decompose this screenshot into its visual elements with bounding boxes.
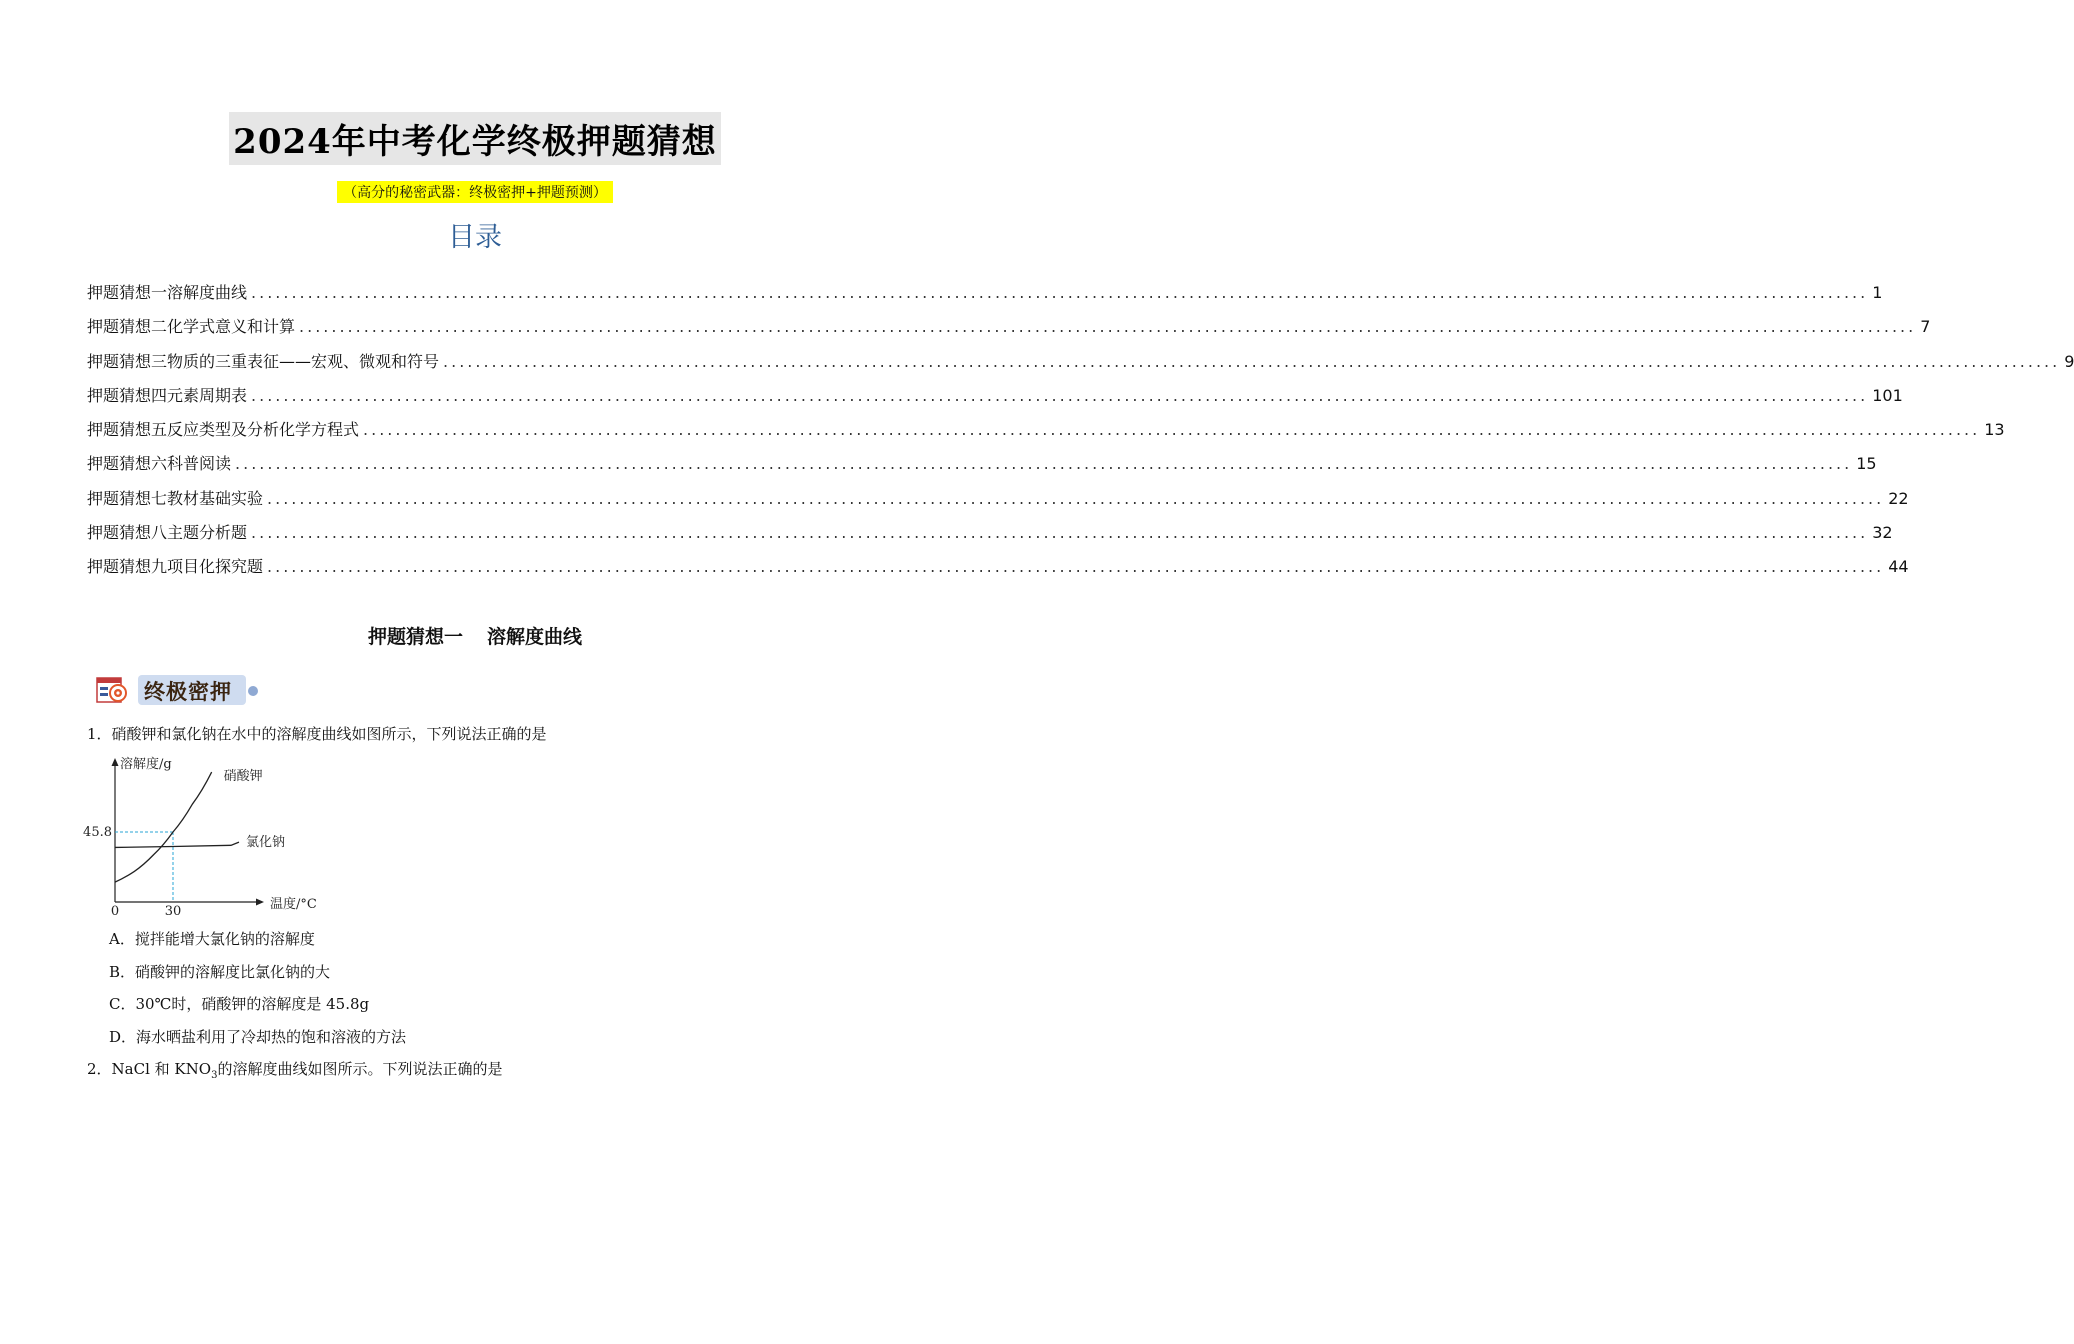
toc-entry-title: 反应类型及分析化学方程式 [167,420,360,440]
toc-heading: 目录 [448,222,502,253]
toc-entry[interactable] [87,280,1883,314]
toc-entry-number: 押题猜想五 [87,420,168,440]
toc-entry-title: 化学式意义和计算 [167,317,296,337]
toc-entry-page: 13 [1984,420,2005,440]
toc-entry-number: 押题猜想一 [87,283,168,302]
toc-entry-title: 科普阅读 [167,454,232,474]
question-1-option-b: B．硝酸钾的溶解度比氯化钠的大 [109,963,331,981]
toc-leader-dots: ........................................................................................................................................................................................................ [267,488,1885,508]
toc-entry-page: 15 [1856,454,1877,474]
toc-entry-number: 押题猜想四 [87,385,168,405]
question-1-option-c: C．30℃时，硝酸钾的溶解度是 45.8g [109,995,370,1013]
toc-entry-title: 教材基础实验 [167,488,264,508]
toc-entry-title: 项目化探究题 [167,557,264,577]
series-label-kno3: 硝酸钾 [223,769,263,785]
y-tick-label: 45.8 [83,825,112,840]
toc-entry-page: 9 [2064,351,2074,371]
y-axis-label: 溶解度/g [120,757,172,772]
question-1-option-a: A．搅拌能增大氯化钠的溶解度 [109,930,315,948]
toc-entry-title: 溶解度曲线 [167,283,248,302]
toc-entry-page: 22 [1888,488,1909,508]
section-title: 押题猜想一 溶解度曲线 [367,626,583,648]
toc-entry-title: 主题分析题 [167,523,248,543]
x-axis-arrow [256,899,264,906]
banner-dot [248,686,258,696]
toc-leader-dots: ........................................................................................................................................................................................................ [267,557,1885,577]
toc-entry-number: 押题猜想三 [87,351,168,371]
banner-label: 终极密押 [144,679,232,704]
toc-entry[interactable] [87,520,1893,554]
toc-leader-dots: ........................................................................................................................................................................................................ [299,317,1917,337]
toc-entry-number: 押题猜想六 [87,454,168,474]
series-label-nacl: 氯化钠 [246,835,286,851]
x-tick-label: 0 [110,904,120,919]
toc-entry[interactable] [87,451,1877,485]
toc-leader-dots: ........................................................................................................................................................................................................ [251,523,1869,543]
toc-entry-number: 押题猜想七 [87,488,168,508]
target-book-icon [96,674,132,706]
table-of-contents [87,280,2074,589]
toc-entry-page: 101 [1872,385,1903,405]
solubility-chart [84,750,344,922]
toc-entry-number: 押题猜想八 [87,523,168,543]
toc-entry-title: 元素周期表 [167,385,248,405]
toc-entry-page: 7 [1920,317,1931,337]
question-2-stem: 2．NaCl 和 $KNO_3$的溶解度曲线如图所示。下列说法正确的是 [87,1060,503,1081]
toc-entry[interactable] [87,417,2005,451]
toc-entry[interactable] [87,554,1909,588]
question-1-option-d: D．海水晒盐利用了冷却热的饱和溶液的方法 [109,1028,407,1046]
x-axis-label: 温度/°C [270,897,317,912]
document-title: 2024年中考化学终极押题猜想 [0,112,950,165]
series-line-nacl [115,842,239,847]
toc-entry[interactable] [87,349,2074,383]
toc-leader-dots: ........................................................................................................................................................................................................ [251,283,1869,302]
toc-entry-page: 1 [1872,283,1883,302]
series-line-kno3 [115,772,212,882]
question-1-stem: 1．硝酸钾和氯化钠在水中的溶解度曲线如图所示，下列说法正确的是 [87,725,547,743]
toc-entry-number: 押题猜想九 [87,557,168,577]
toc-entry-page: 32 [1872,523,1893,543]
toc-leader-dots: ........................................................................................................................................................................................................ [251,385,1869,405]
toc-leader-dots: ........................................................................................................................................................................................................ [443,351,2061,371]
toc-entry-title: 物质的三重表征——宏观、微观和符号 [167,351,440,371]
toc-entry[interactable] [87,314,1931,348]
toc-leader-dots: ........................................................................................................................................................................................................ [235,454,1853,474]
document-subtitle: （高分的秘密武器：终极密押+押题预测） [0,181,950,203]
toc-entry[interactable] [87,383,1903,417]
toc-entry-number: 押题猜想二 [87,317,168,337]
section-banner [96,672,261,710]
y-axis-arrow [112,758,119,766]
toc-entry-page: 44 [1888,557,1909,577]
x-tick-label: 30 [164,904,182,919]
toc-leader-dots: ........................................................................................................................................................................................................ [363,420,1981,440]
toc-entry[interactable] [87,486,1909,520]
